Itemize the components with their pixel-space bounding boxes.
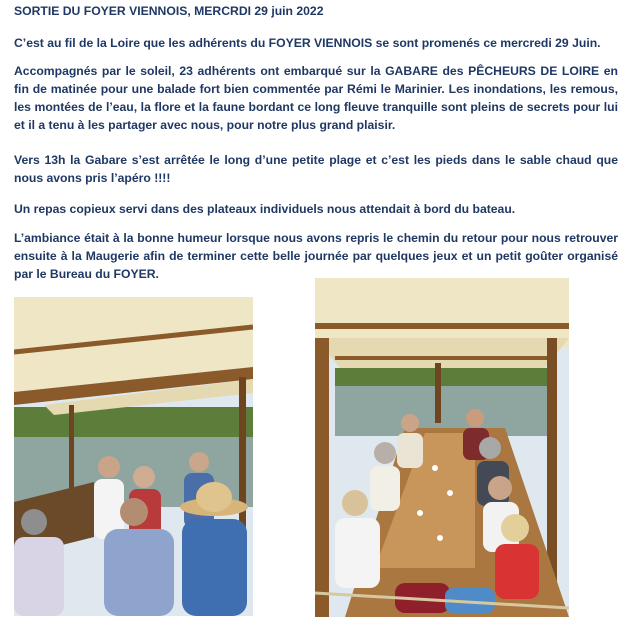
paragraph-return: L’ambiance était à la bonne humeur lorsque nous avons repris le chemin du retour pour nous retrouver ensuite à la Maugerie afin de terminer cette belle journée par quelques jeux et un petit goûter organisé par le Bureau du FOYER. (14, 231, 618, 281)
paragraph-boat-trip: Accompagnés par le soleil, 23 adhérents ont embarqué sur la GABARE des PÊCHEURS DE LOIRE en fin de matinée pour une balade fort bien commentée par Rémi le Marinier. Les inondations, les remous, les montées de l’eau, la flore et la faune bordant ce long fleuve tranquille sont pleins de secrets pour lui et il a tenu à les partager avec nous, pour notre plus grand plaisir. (14, 64, 618, 132)
photo-passengers-deck-image (14, 297, 253, 616)
document-title: SORTIE DU FOYER VIENNOIS, MERCRDI 29 juin 2022 (14, 4, 324, 18)
paragraph-beach-stop: Vers 13h la Gabare s’est arrêtée le long d’une petite plage et c’est les pieds dans le sable chaud que nous avons pris l’apéro !!!! (14, 153, 618, 185)
photo-passengers-table (315, 278, 569, 617)
paragraph-intro: C’est au fil de la Loire que les adhérents du FOYER VIENNOIS se sont promenés ce mercredi 29 Juin. (14, 36, 601, 50)
paragraph-meal: Un repas copieux servi dans des plateaux individuels nous attendait à bord du bateau. (14, 202, 516, 216)
photo-passengers-table-image (315, 278, 569, 617)
photo-passengers-deck (14, 297, 253, 616)
